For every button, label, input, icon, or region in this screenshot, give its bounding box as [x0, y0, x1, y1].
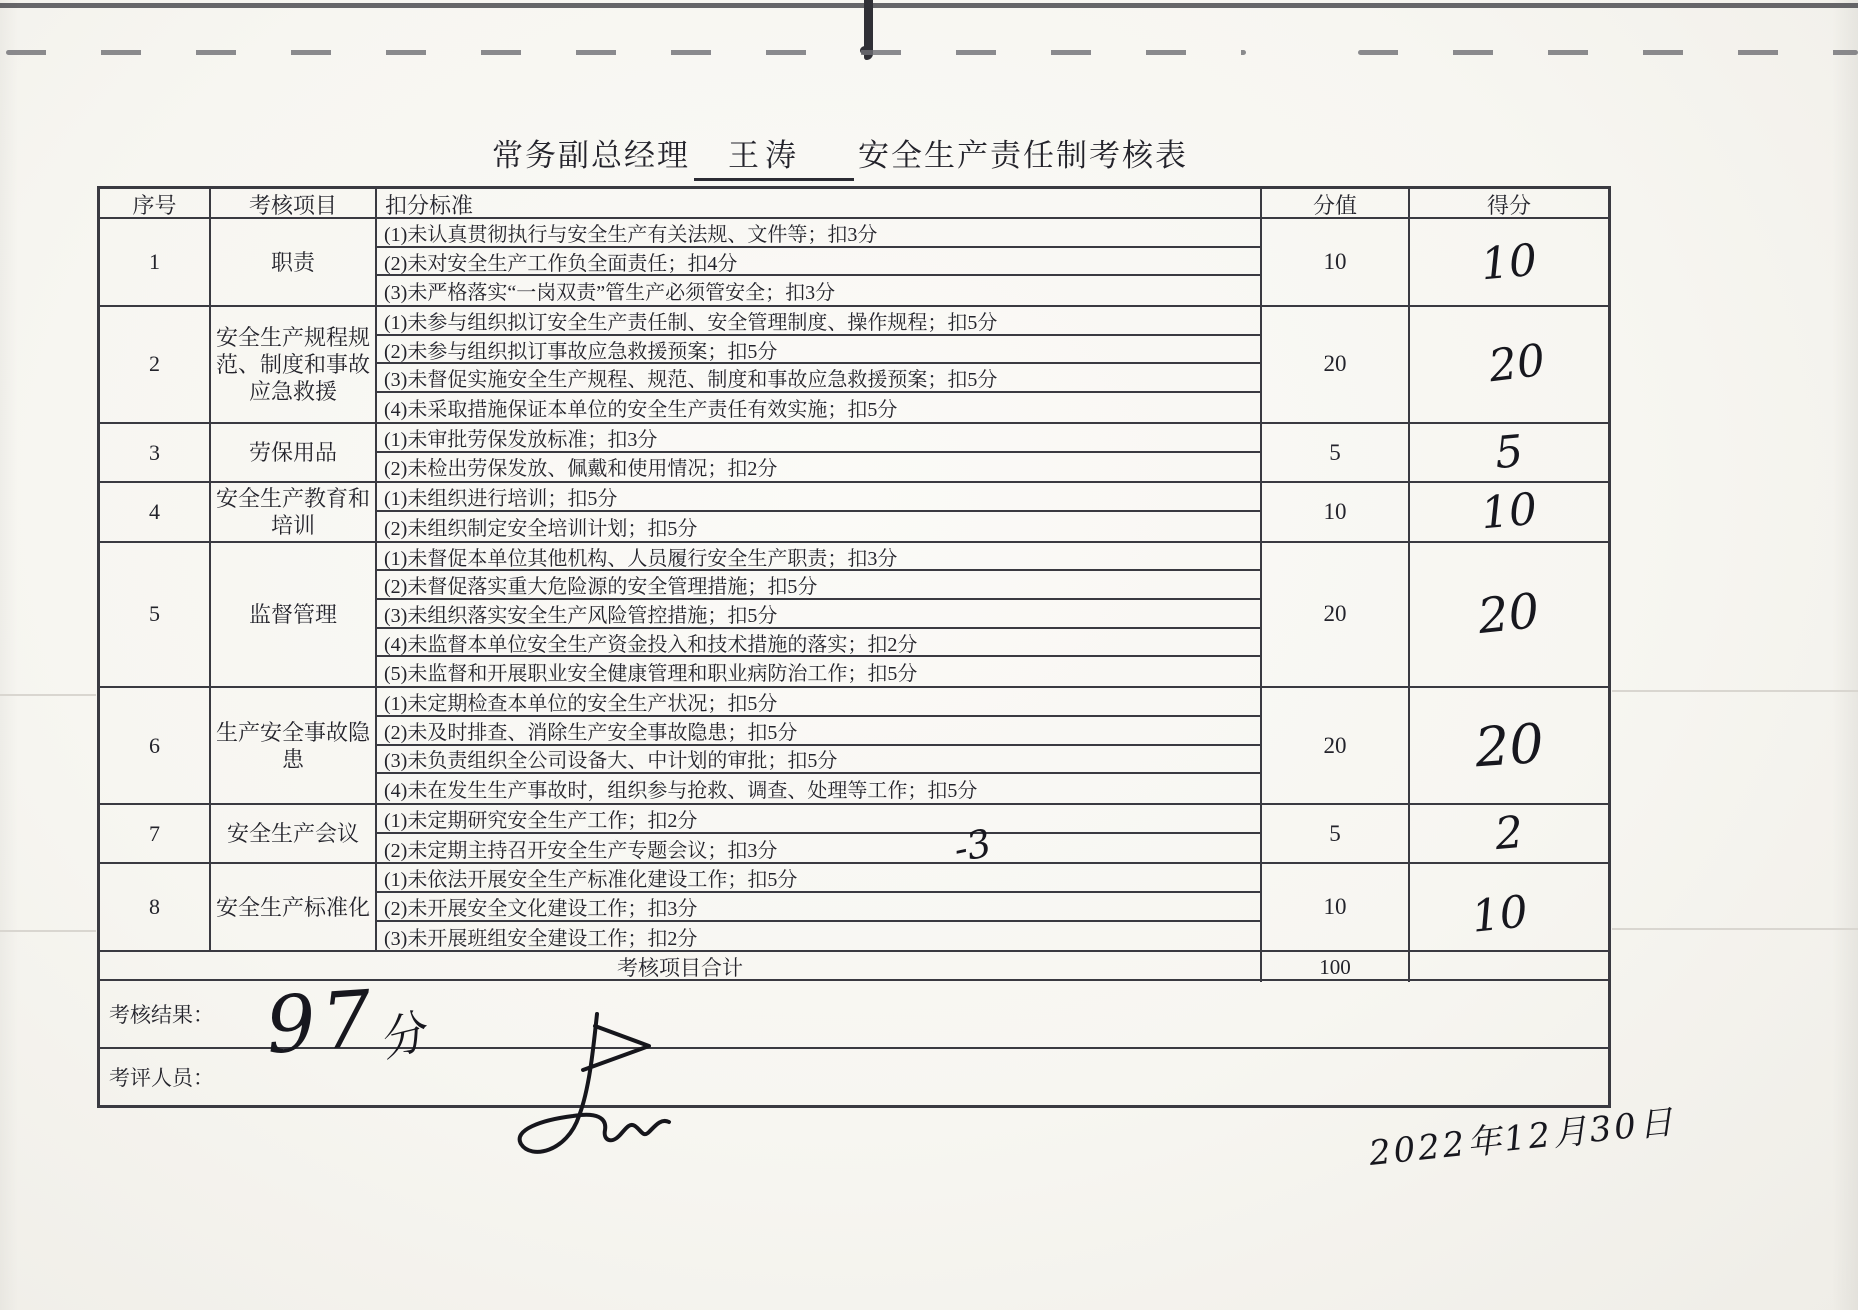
criteria-line: (3)未开展班组安全建设工作；扣2分 — [384, 927, 698, 950]
score-earned-cell — [1408, 543, 1608, 687]
row-item-cell: 生产安全事故隐患 — [209, 688, 375, 803]
header-criteria: 扣分标准 — [375, 189, 1260, 220]
criteria-line: (3)未严格落实“一岗双责”管生产必须管安全；扣3分 — [384, 282, 836, 305]
total-score — [1408, 952, 1608, 982]
row-index-cell: 6 — [149, 732, 160, 758]
criteria-line: (2)未对安全生产工作负全面责任；扣4分 — [377, 248, 1260, 277]
score-earned-cell — [1408, 307, 1608, 422]
row-item-cell: 劳保用品 — [209, 424, 375, 481]
table-row — [100, 543, 1608, 689]
score-earned-cell — [1408, 483, 1608, 540]
criteria-line: (2)未组织制定安全培训计划；扣5分 — [384, 517, 698, 540]
criteria-line: (4)未监督本单位安全生产资金投入和技术措施的落实；扣2分 — [377, 629, 1260, 658]
score-earned-cell — [1408, 805, 1608, 862]
paper-fold-line — [1612, 690, 1858, 692]
row-index-cell: 5 — [149, 601, 160, 627]
criteria-line: (1)未定期研究安全生产工作；扣2分 — [377, 805, 1260, 834]
criteria-line: (1)未依法开展安全生产标准化建设工作；扣5分 — [377, 864, 1260, 893]
table-row — [100, 219, 1608, 307]
criteria-cell — [375, 864, 1260, 950]
row-item-cell: 职责 — [209, 219, 375, 305]
table-row — [100, 805, 1608, 864]
handwritten-score: 20 — [1472, 711, 1546, 780]
criteria-cell — [375, 543, 1260, 687]
score-value-cell: 10 — [1260, 219, 1408, 305]
handwritten-score: 5 — [1492, 425, 1526, 480]
title-prefix: 常务副总经理 — [492, 138, 690, 173]
handwritten-score: 10 — [1469, 886, 1531, 943]
row-item-cell: 安全生产教育和培训 — [209, 483, 375, 540]
criteria-line: (4)未采取措施保证本单位的安全生产责任有效实施；扣5分 — [384, 399, 898, 421]
header-value: 分值 — [1260, 189, 1408, 220]
criteria-line: (1)未审批劳保发放标准；扣3分 — [377, 424, 1260, 453]
score-value-cell: 5 — [1260, 424, 1408, 481]
handwritten-score: 20 — [1486, 334, 1548, 393]
handwritten-result-score: 97 — [262, 974, 381, 1072]
criteria-cell — [375, 805, 1260, 862]
evaluator-label: 考评人员： — [109, 1066, 214, 1091]
table-header-row — [100, 189, 1608, 219]
row-item-cell: 安全生产会议 — [209, 805, 375, 862]
total-value: 100 — [1260, 952, 1408, 982]
table-row — [100, 688, 1608, 805]
score-earned-cell — [1408, 424, 1608, 481]
criteria-cell — [375, 219, 1260, 305]
handwritten-deduction-note: -3 — [949, 820, 996, 872]
criteria-cell — [375, 688, 1260, 803]
criteria-line: (2)未参与组织拟订事故应急救援预案；扣5分 — [377, 336, 1260, 365]
score-earned-cell — [1408, 864, 1608, 950]
score-value-cell: 20 — [1260, 307, 1408, 422]
criteria-line: (2)未检出劳保发放、佩戴和使用情况；扣2分 — [384, 458, 778, 481]
score-value-cell: 5 — [1260, 805, 1408, 862]
criteria-line: (5)未监督和开展职业安全健康管理和职业病防治工作；扣5分 — [384, 663, 918, 686]
scan-top-edge — [0, 3, 1858, 8]
row-item-cell: 安全生产规程规范、制度和事故应急救援 — [209, 307, 375, 422]
row-index-cell: 4 — [149, 498, 160, 524]
row-index-cell: 2 — [149, 351, 160, 377]
torn-edge-dashes — [1358, 50, 1858, 55]
criteria-line: (1)未参与组织拟订安全生产责任制、安全管理制度、操作规程；扣5分 — [377, 307, 1260, 336]
criteria-line: (2)未开展安全文化建设工作；扣3分 — [377, 893, 1260, 922]
criteria-line: (1)未组织进行培训；扣5分 — [377, 483, 1260, 512]
table-row — [100, 483, 1608, 542]
score-value-cell: 10 — [1260, 483, 1408, 540]
criteria-line: (2)未及时排查、消除生产安全事故隐患；扣5分 — [377, 717, 1260, 746]
table-row — [100, 424, 1608, 483]
table-row — [100, 307, 1608, 424]
row-index-cell: 7 — [149, 820, 160, 846]
criteria-line: (4)未在发生生产事故时，组织参与抢救、调查、处理等工作；扣5分 — [384, 780, 978, 803]
total-label: 考核项目合计 — [617, 956, 743, 981]
criteria-line: (2)未定期主持召开安全生产专题会议；扣3分 — [384, 839, 778, 862]
table-body — [100, 219, 1608, 952]
score-earned-cell — [1408, 219, 1608, 305]
criteria-line: (3)未督促实施安全生产规程、规范、制度和事故应急救援预案；扣5分 — [377, 364, 1260, 393]
assessment-table — [97, 186, 1611, 1108]
handwritten-signature — [497, 1012, 709, 1164]
score-value-cell: 20 — [1260, 688, 1408, 803]
paper-fold-line — [0, 694, 96, 696]
criteria-line: (3)未负责组织全公司设备大、中计划的审批；扣5分 — [377, 746, 1260, 775]
row-index-cell: 1 — [149, 249, 160, 275]
torn-edge-dashes — [6, 50, 1246, 55]
handwritten-score: 10 — [1478, 234, 1540, 290]
handwritten-score: 20 — [1475, 583, 1543, 646]
criteria-line: (2)未督促落实重大危险源的安全管理措施；扣5分 — [377, 571, 1260, 600]
title-suffix: 安全生产责任制考核表 — [858, 138, 1188, 173]
handwritten-score: 2 — [1492, 807, 1526, 861]
criteria-cell — [375, 307, 1260, 422]
paper-fold-line — [0, 930, 96, 932]
row-item-cell: 监督管理 — [209, 543, 375, 687]
table-row — [100, 864, 1608, 952]
header-score: 得分 — [1408, 189, 1608, 220]
criteria-line: (3)未组织落实安全生产风险管控措施；扣5分 — [377, 600, 1260, 629]
criteria-line: (1)未认真贯彻执行与安全生产有关法规、文件等；扣3分 — [377, 219, 1260, 248]
score-earned-cell — [1408, 688, 1608, 803]
row-item-cell: 安全生产标准化 — [209, 864, 375, 950]
header-index: 序号 — [132, 193, 177, 218]
handwritten-date: 2022年12月30日 — [1367, 1101, 1678, 1174]
header-item: 考核项目 — [209, 189, 375, 220]
row-index-cell: 3 — [149, 439, 160, 465]
criteria-line: (1)未督促本单位其他机构、人员履行安全生产职责；扣3分 — [377, 543, 1260, 572]
title-name-underlined: 王涛 — [694, 130, 854, 181]
handwritten-score: 10 — [1478, 484, 1540, 540]
score-value-cell: 10 — [1260, 864, 1408, 950]
form-title — [492, 130, 1188, 181]
row-index-cell: 8 — [149, 894, 160, 920]
criteria-line: (1)未定期检查本单位的安全生产状况；扣5分 — [377, 688, 1260, 717]
handwritten-result-unit: 分 — [372, 1004, 431, 1068]
result-label: 考核结果： — [109, 1003, 214, 1028]
criteria-cell — [375, 424, 1260, 481]
score-value-cell: 20 — [1260, 543, 1408, 687]
paper-fold-line — [1612, 928, 1858, 930]
criteria-cell — [375, 483, 1260, 540]
